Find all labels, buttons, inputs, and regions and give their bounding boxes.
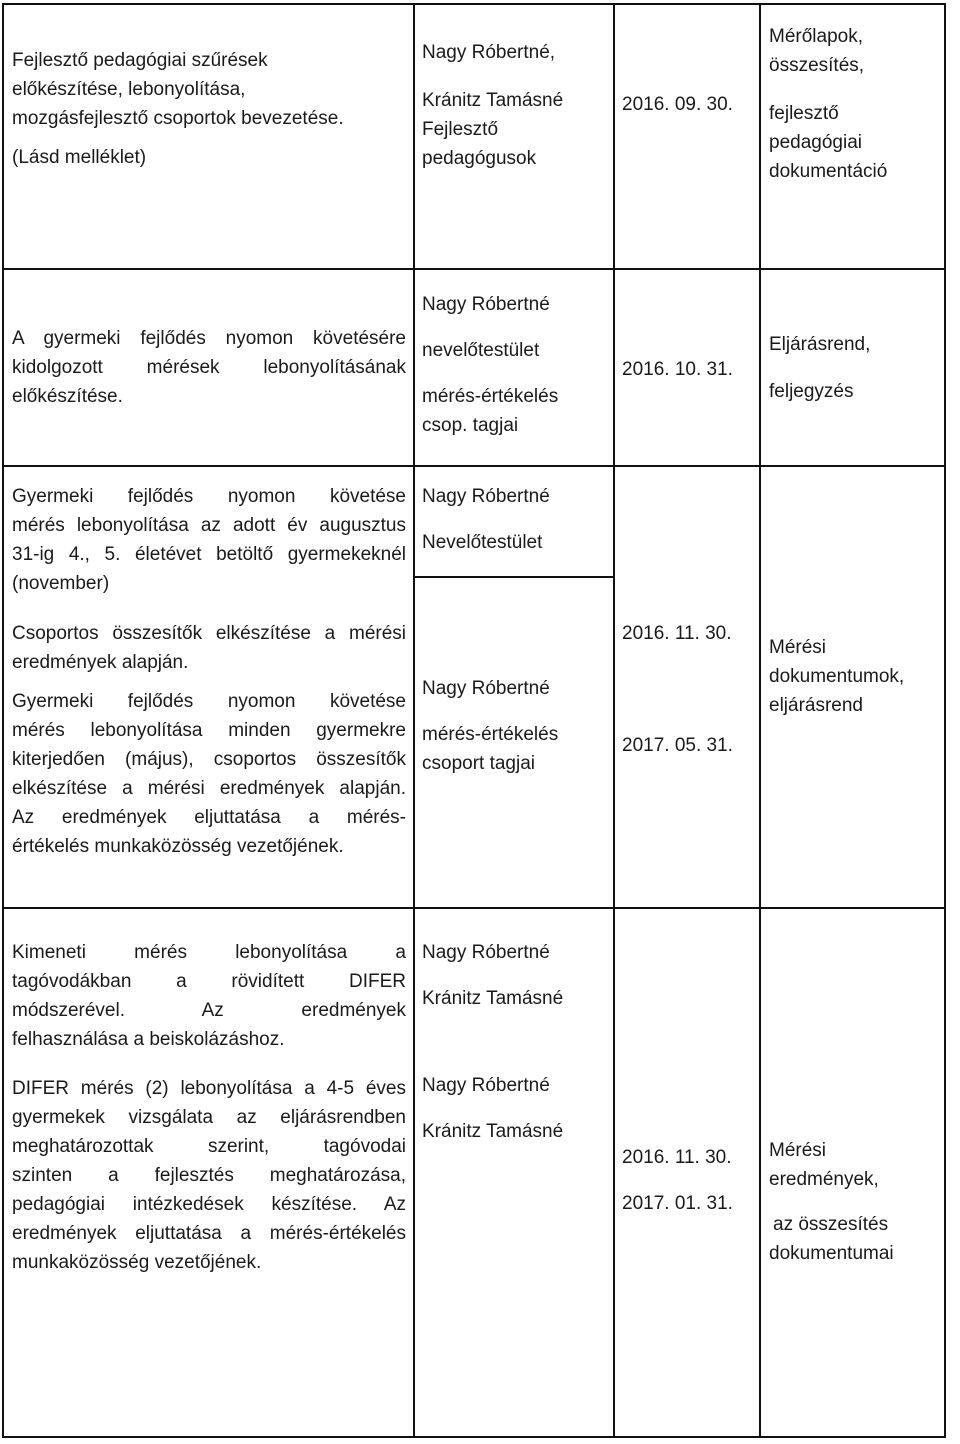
row-1-activity-line: Fejlesztő pedagógiai szűrések [12,50,268,71]
col-divider-2 [613,3,615,1438]
row-4-activity-line: eredmények eljuttatása a mérés-értékelés [12,1223,406,1244]
evidence-item: összesítés, [769,55,865,76]
responsible-name: Kránitz Tamásné [422,90,564,111]
responsible-name: Nagy Róbertné [422,294,550,315]
row-3-responsible-b [422,674,608,778]
row-3-activity-line: eredmények alapján. [12,652,189,673]
row-divider-2 [2,465,946,467]
row-3-activity-line: mérés lebonyolítása minden gyermekre [12,720,406,741]
row-4-activity-line: meghatározottak szerint, tagóvodai [12,1136,406,1157]
row-4-activity-line: Kimeneti mérés lebonyolítása a [12,942,406,963]
table-border-right [944,3,946,1438]
row-1-activity-note: (Lásd melléklet) [12,147,147,168]
row-1-activity-line: előkészítése, lebonyolítása, [12,79,246,100]
row-1-activity-line: mozgásfejlesztő csoportok bevezetése. [12,108,344,129]
row-2-activity-line: A gyermeki fejlődés nyomon követésére [12,328,406,349]
deadline-date: 2017. 05. 31. [622,735,733,756]
deadline-date: 2016. 09. 30. [622,94,733,115]
evidence-item: eljárásrend [769,695,863,716]
row-2-activity-line: kidolgozott mérések lebonyolításának [12,357,406,378]
evidence-item: fejlesztő [769,103,839,124]
row-2-deadline [622,355,733,384]
responsible-name: Kránitz Tamásné [422,1121,564,1142]
row-3-activity-line: Csoportos összesítők elkészítése a mérési [12,623,406,644]
row-2-evidence [769,330,939,406]
row-3-activity-a [12,482,406,598]
evidence-item: dokumentáció [769,161,888,182]
row-3-responsible-a [422,482,608,557]
row-2-activity [12,324,406,411]
row-4-activity-line: DIFER mérés (2) lebonyolítása a 4-5 éves [12,1078,406,1099]
deadline-date: 2016. 11. 30. [622,623,732,644]
evidence-item: feljegyzés [769,381,854,402]
row-4-activity-line: felhasználása a beiskolázáshoz. [12,1029,285,1050]
col-divider-1 [413,3,415,1438]
col-divider-3 [759,3,761,1438]
row-3-activity-line: Gyermeki fejlődés nyomon követése [12,691,406,712]
responsible-subdivider-3 [415,576,615,578]
row-1-evidence [769,22,939,186]
table-border-top [2,3,946,5]
table-border-left [2,3,4,1438]
row-3-activity-line: (november) [12,573,110,594]
row-4-activity-line: gyermekek vizsgálata az eljárásrendben [12,1107,406,1128]
evidence-item: dokumentumai [769,1243,894,1264]
deadline-date: 2017. 01. 31. [622,1193,733,1214]
row-3-activity-line: elkészítése a mérési eredmények alapján. [12,778,406,799]
responsible-name: Nagy Róbertné [422,486,550,507]
row-3-activity-line: kiterjedően (május), csoportos összesítők [12,749,406,770]
row-3-activity-line: értékelés munkaközösség vezetőjének. [12,836,344,857]
row-4-activity-line: pedagógiai intézkedések készítése. Az [12,1194,406,1215]
row-4-responsible-b [422,1071,608,1146]
row-4-activity-b [12,1074,406,1277]
row-divider-3 [2,907,946,909]
row-divider-1 [2,268,946,270]
row-2-responsible [422,290,608,440]
responsible-name: Nagy Róbertné, [422,42,556,63]
row-2-activity-line: előkészítése. [12,386,123,407]
row-3-activity-line: Az eredmények eljuttatása a mérés- [12,807,406,828]
responsible-role: pedagógusok [422,148,537,169]
responsible-role: mérés-értékelés [422,724,559,745]
responsible-name: Nagy Róbertné [422,678,550,699]
row-1-responsible [422,38,608,173]
deadline-date: 2016. 10. 31. [622,359,733,380]
evidence-item: pedagógiai [769,132,862,153]
row-3-activity-line: Gyermeki fejlődés nyomon követése [12,486,406,507]
row-4-activity-line: munkaközösség vezetőjének. [12,1252,262,1273]
responsible-role: nevelőtestület [422,340,540,361]
responsible-role: csop. tagjai [422,415,519,436]
evidence-item: Mérési [769,1140,827,1161]
row-4-activity-line: módszerével. Az eredmények [12,1000,406,1021]
row-4-responsible-a [422,938,608,1013]
responsible-name: Kránitz Tamásné [422,988,564,1009]
responsible-role: mérés-értékelés [422,386,559,407]
evidence-item: Mérési [769,637,827,658]
responsible-role: Nevelőtestület [422,532,543,553]
evidence-item: az összesítés [773,1214,889,1235]
row-4-deadline [622,1143,733,1218]
row-1-deadline [622,90,733,119]
responsible-name: Nagy Róbertné [422,1075,550,1096]
row-4-evidence [769,1136,939,1268]
evidence-item: Eljárásrend, [769,334,871,355]
row-3-evidence [769,633,939,720]
row-3-activity-line: mérés lebonyolítása az adott év augusztus [12,515,406,536]
row-3-deadline [622,619,733,760]
row-4-activity-line: tagóvodákban a rövidített DIFER [12,971,406,992]
evidence-item: eredmények, [769,1169,879,1190]
responsible-role: Fejlesztő [422,119,499,140]
responsible-name: Nagy Róbertné [422,942,550,963]
evidence-item: Mérőlapok, [769,26,863,47]
row-3-activity-line: 31-ig 4., 5. életévet betöltő gyermekeknél [12,544,406,565]
deadline-date: 2016. 11. 30. [622,1147,732,1168]
row-1-activity [12,46,406,172]
responsible-role: csoport tagjai [422,753,536,774]
row-3-activity-b [12,619,406,861]
row-4-activity-line: szinten a fejlesztés meghatározása, [12,1165,406,1186]
evidence-item: dokumentumok, [769,666,905,687]
row-4-activity-a [12,938,406,1054]
table-border-bottom [2,1436,946,1438]
